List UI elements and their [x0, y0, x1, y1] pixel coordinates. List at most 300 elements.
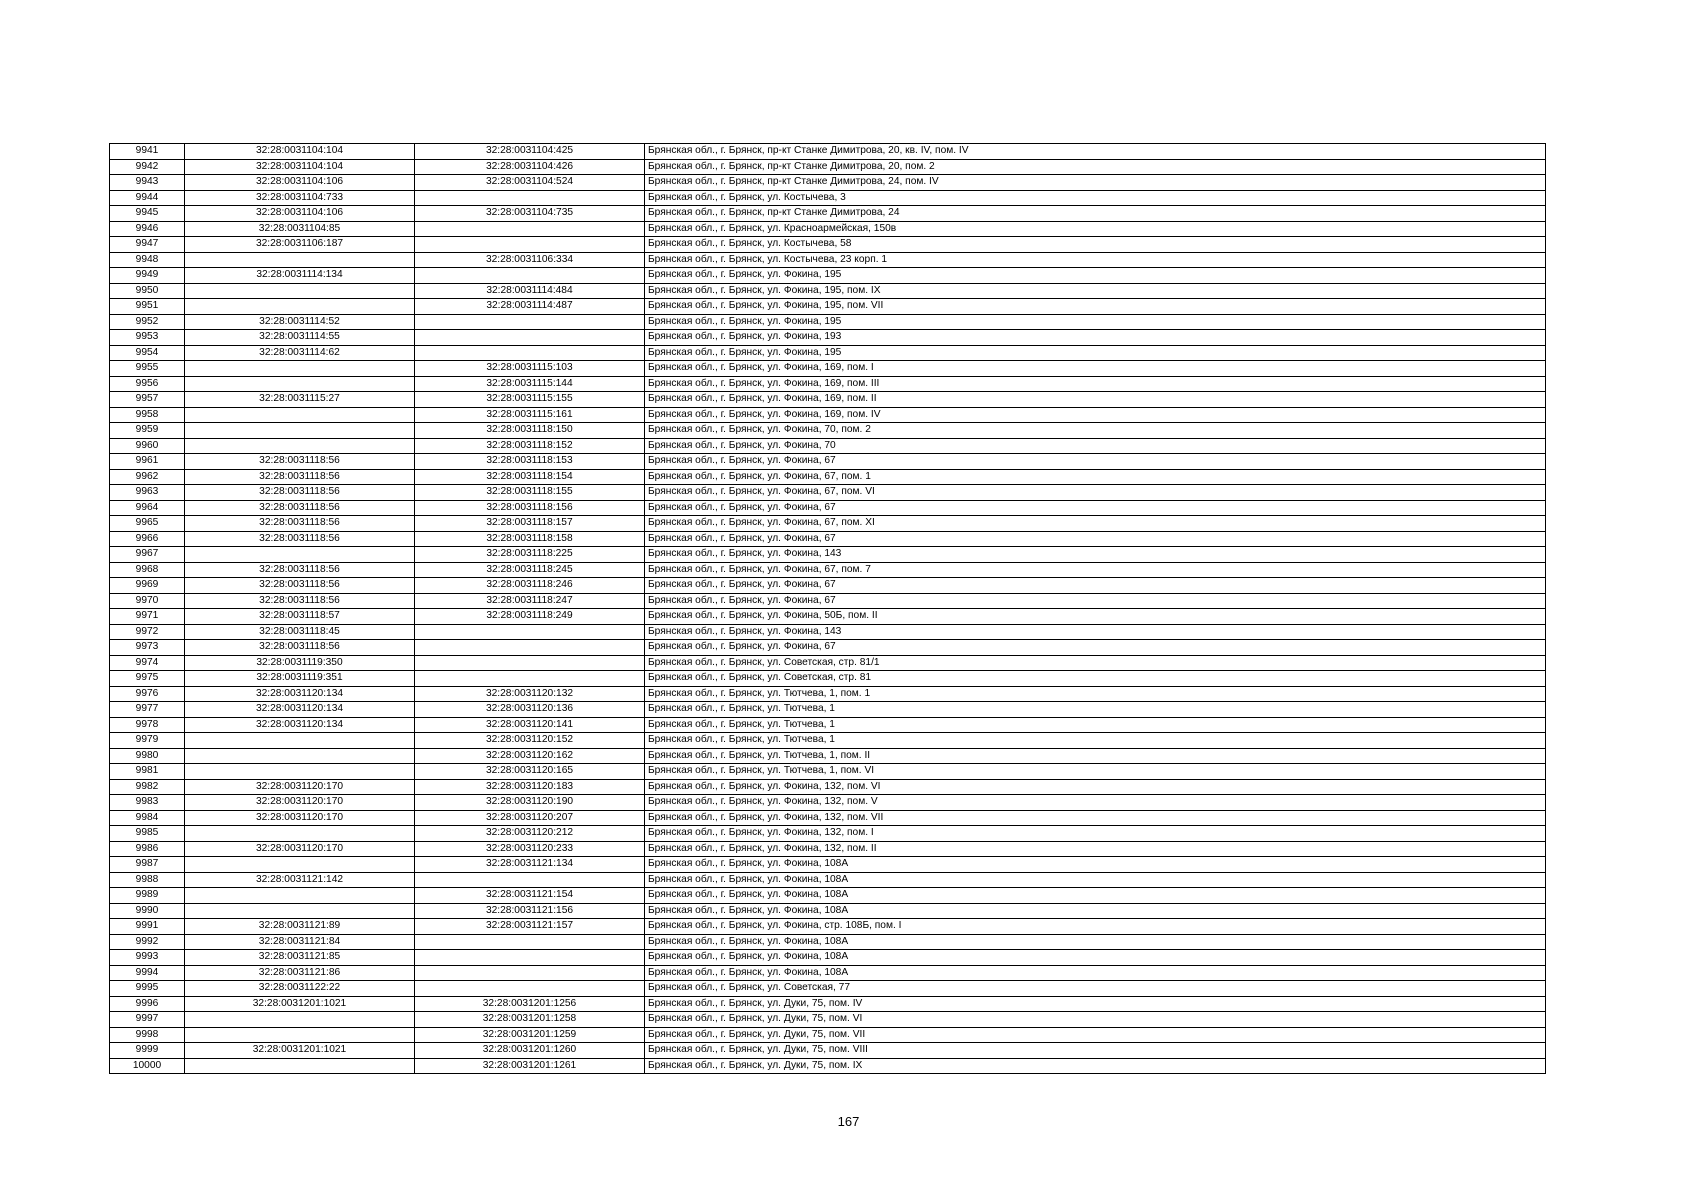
- table-row: [110, 981, 1546, 997]
- address-cell: Брянская обл., г. Брянск, ул. Советская, стр. 81/1: [645, 655, 1546, 671]
- land-cadastral-number-cell: 32:28:0031114:52: [185, 314, 415, 330]
- object-cadastral-number-cell: 32:28:0031118:158: [415, 531, 645, 547]
- table-row: [110, 996, 1546, 1012]
- table-row: [110, 733, 1546, 749]
- row-number-cell: 9990: [110, 903, 185, 919]
- address-cell: Брянская обл., г. Брянск, ул. Фокина, 70: [645, 438, 1546, 454]
- table-row: [110, 810, 1546, 826]
- address-cell: Брянская обл., г. Брянск, ул. Фокина, 195: [645, 268, 1546, 284]
- land-cadastral-number-cell: 32:28:0031118:56: [185, 469, 415, 485]
- address-cell: Брянская обл., г. Брянск, ул. Фокина, 132, пом. VII: [645, 810, 1546, 826]
- land-cadastral-number-cell: [185, 361, 415, 377]
- table-row: [110, 237, 1546, 253]
- object-cadastral-number-cell: 32:28:0031118:154: [415, 469, 645, 485]
- table-row: [110, 1027, 1546, 1043]
- row-number-cell: 9981: [110, 764, 185, 780]
- land-cadastral-number-cell: [185, 764, 415, 780]
- object-cadastral-number-cell: 32:28:0031118:245: [415, 562, 645, 578]
- row-number-cell: 9961: [110, 454, 185, 470]
- land-cadastral-number-cell: 32:28:0031104:733: [185, 190, 415, 206]
- table-row: [110, 655, 1546, 671]
- table-row: [110, 748, 1546, 764]
- row-number-cell: 9941: [110, 144, 185, 160]
- row-number-cell: 9954: [110, 345, 185, 361]
- object-cadastral-number-cell: 32:28:0031120:233: [415, 841, 645, 857]
- row-number-cell: 9959: [110, 423, 185, 439]
- address-cell: Брянская обл., г. Брянск, ул. Тютчева, 1, пом. VI: [645, 764, 1546, 780]
- address-cell: Брянская обл., г. Брянск, ул. Советская, 77: [645, 981, 1546, 997]
- land-cadastral-number-cell: [185, 376, 415, 392]
- land-cadastral-number-cell: 32:28:0031201:1021: [185, 996, 415, 1012]
- row-number-cell: 9979: [110, 733, 185, 749]
- address-cell: Брянская обл., г. Брянск, ул. Фокина, 108А: [645, 857, 1546, 873]
- address-cell: Брянская обл., г. Брянск, ул. Фокина, 169, пом. II: [645, 392, 1546, 408]
- row-number-cell: 9955: [110, 361, 185, 377]
- table-row: [110, 469, 1546, 485]
- address-cell: Брянская обл., г. Брянск, пр-кт Станке Димитрова, 24: [645, 206, 1546, 222]
- table-row: [110, 1058, 1546, 1074]
- land-cadastral-number-cell: 32:28:0031121:85: [185, 950, 415, 966]
- land-cadastral-number-cell: 32:28:0031120:134: [185, 702, 415, 718]
- row-number-cell: 9992: [110, 934, 185, 950]
- address-cell: Брянская обл., г. Брянск, ул. Фокина, 132, пом. II: [645, 841, 1546, 857]
- row-number-cell: 9963: [110, 485, 185, 501]
- table-row: [110, 423, 1546, 439]
- row-number-cell: 9968: [110, 562, 185, 578]
- address-cell: Брянская обл., г. Брянск, ул. Фокина, стр. 108Б, пом. I: [645, 919, 1546, 935]
- object-cadastral-number-cell: 32:28:0031114:487: [415, 299, 645, 315]
- row-number-cell: 9995: [110, 981, 185, 997]
- address-cell: Брянская обл., г. Брянск, ул. Фокина, 108А: [645, 950, 1546, 966]
- table-row: [110, 190, 1546, 206]
- object-cadastral-number-cell: 32:28:0031104:426: [415, 159, 645, 175]
- table-row: [110, 330, 1546, 346]
- land-cadastral-number-cell: 32:28:0031104:85: [185, 221, 415, 237]
- object-cadastral-number-cell: 32:28:0031120:190: [415, 795, 645, 811]
- row-number-cell: 9953: [110, 330, 185, 346]
- table-row: [110, 159, 1546, 175]
- row-number-cell: 9960: [110, 438, 185, 454]
- land-cadastral-number-cell: 32:28:0031118:56: [185, 485, 415, 501]
- address-cell: Брянская обл., г. Брянск, ул. Фокина, 67, пом. VI: [645, 485, 1546, 501]
- object-cadastral-number-cell: 32:28:0031121:154: [415, 888, 645, 904]
- table-row: [110, 950, 1546, 966]
- object-cadastral-number-cell: 32:28:0031120:207: [415, 810, 645, 826]
- land-cadastral-number-cell: 32:28:0031118:56: [185, 500, 415, 516]
- object-cadastral-number-cell: 32:28:0031115:155: [415, 392, 645, 408]
- object-cadastral-number-cell: 32:28:0031115:144: [415, 376, 645, 392]
- land-cadastral-number-cell: [185, 407, 415, 423]
- land-cadastral-number-cell: [185, 748, 415, 764]
- object-cadastral-number-cell: 32:28:0031120:152: [415, 733, 645, 749]
- row-number-cell: 9987: [110, 857, 185, 873]
- object-cadastral-number-cell: 32:28:0031118:246: [415, 578, 645, 594]
- address-cell: Брянская обл., г. Брянск, ул. Фокина, 108А: [645, 903, 1546, 919]
- land-cadastral-number-cell: [185, 252, 415, 268]
- table-row: [110, 454, 1546, 470]
- address-cell: Брянская обл., г. Брянск, ул. Фокина, 132, пом. VI: [645, 779, 1546, 795]
- address-cell: Брянская обл., г. Брянск, ул. Дуки, 75, пом. IX: [645, 1058, 1546, 1074]
- object-cadastral-number-cell: 32:28:0031104:524: [415, 175, 645, 191]
- table-row: [110, 1012, 1546, 1028]
- object-cadastral-number-cell: 32:28:0031120:162: [415, 748, 645, 764]
- address-cell: Брянская обл., г. Брянск, ул. Костычева, 58: [645, 237, 1546, 253]
- table-row: [110, 144, 1546, 160]
- object-cadastral-number-cell: 32:28:0031115:103: [415, 361, 645, 377]
- row-number-cell: 9993: [110, 950, 185, 966]
- address-cell: Брянская обл., г. Брянск, ул. Тютчева, 1, пом. II: [645, 748, 1546, 764]
- address-cell: Брянская обл., г. Брянск, ул. Дуки, 75, пом. VII: [645, 1027, 1546, 1043]
- object-cadastral-number-cell: [415, 314, 645, 330]
- table-row: [110, 516, 1546, 532]
- table-row: [110, 919, 1546, 935]
- address-cell: Брянская обл., г. Брянск, ул. Фокина, 67, пом. 7: [645, 562, 1546, 578]
- table-row: [110, 640, 1546, 656]
- row-number-cell: 9984: [110, 810, 185, 826]
- row-number-cell: 9973: [110, 640, 185, 656]
- address-cell: Брянская обл., г. Брянск, ул. Фокина, 67, пом. XI: [645, 516, 1546, 532]
- address-cell: Брянская обл., г. Брянск, ул. Фокина, 132, пом. I: [645, 826, 1546, 842]
- land-cadastral-number-cell: [185, 299, 415, 315]
- object-cadastral-number-cell: 32:28:0031118:156: [415, 500, 645, 516]
- object-cadastral-number-cell: 32:28:0031106:334: [415, 252, 645, 268]
- address-cell: Брянская обл., г. Брянск, ул. Фокина, 50Б, пом. II: [645, 609, 1546, 625]
- row-number-cell: 9994: [110, 965, 185, 981]
- object-cadastral-number-cell: [415, 872, 645, 888]
- object-cadastral-number-cell: 32:28:0031118:150: [415, 423, 645, 439]
- address-cell: Брянская обл., г. Брянск, ул. Фокина, 169, пом. III: [645, 376, 1546, 392]
- address-cell: Брянская обл., г. Брянск, ул. Фокина, 67, пом. 1: [645, 469, 1546, 485]
- object-cadastral-number-cell: 32:28:0031120:212: [415, 826, 645, 842]
- land-cadastral-number-cell: [185, 438, 415, 454]
- object-cadastral-number-cell: 32:28:0031114:484: [415, 283, 645, 299]
- address-cell: Брянская обл., г. Брянск, ул. Фокина, 195: [645, 314, 1546, 330]
- address-cell: Брянская обл., г. Брянск, пр-кт Станке Димитрова, 24, пом. IV: [645, 175, 1546, 191]
- land-cadastral-number-cell: [185, 733, 415, 749]
- row-number-cell: 9989: [110, 888, 185, 904]
- object-cadastral-number-cell: [415, 237, 645, 253]
- object-cadastral-number-cell: 32:28:0031120:136: [415, 702, 645, 718]
- address-cell: Брянская обл., г. Брянск, ул. Фокина, 195: [645, 345, 1546, 361]
- address-cell: Брянская обл., г. Брянск, ул. Фокина, 169, пом. I: [645, 361, 1546, 377]
- address-cell: Брянская обл., г. Брянск, ул. Фокина, 67: [645, 500, 1546, 516]
- table-row: [110, 934, 1546, 950]
- object-cadastral-number-cell: 32:28:0031115:161: [415, 407, 645, 423]
- land-cadastral-number-cell: 32:28:0031121:89: [185, 919, 415, 935]
- row-number-cell: 9951: [110, 299, 185, 315]
- address-cell: Брянская обл., г. Брянск, пр-кт Станке Димитрова, 20, кв. IV, пом. IV: [645, 144, 1546, 160]
- address-cell: Брянская обл., г. Брянск, ул. Фокина, 195, пом. VII: [645, 299, 1546, 315]
- object-cadastral-number-cell: 32:28:0031118:225: [415, 547, 645, 563]
- land-cadastral-number-cell: 32:28:0031118:56: [185, 531, 415, 547]
- address-cell: Брянская обл., г. Брянск, ул. Фокина, 108А: [645, 888, 1546, 904]
- land-cadastral-number-cell: 32:28:0031118:45: [185, 624, 415, 640]
- object-cadastral-number-cell: [415, 624, 645, 640]
- land-cadastral-number-cell: [185, 423, 415, 439]
- object-cadastral-number-cell: [415, 934, 645, 950]
- object-cadastral-number-cell: 32:28:0031118:247: [415, 593, 645, 609]
- land-cadastral-number-cell: 32:28:0031201:1021: [185, 1043, 415, 1059]
- table-row: [110, 857, 1546, 873]
- table-row: [110, 965, 1546, 981]
- address-cell: Брянская обл., г. Брянск, ул. Фокина, 108А: [645, 934, 1546, 950]
- row-number-cell: 9970: [110, 593, 185, 609]
- object-cadastral-number-cell: 32:28:0031118:155: [415, 485, 645, 501]
- land-cadastral-number-cell: 32:28:0031120:170: [185, 779, 415, 795]
- page-number: 167: [837, 1114, 860, 1129]
- table-row: [110, 826, 1546, 842]
- table-row: [110, 438, 1546, 454]
- table-row: [110, 485, 1546, 501]
- land-cadastral-number-cell: 32:28:0031118:56: [185, 640, 415, 656]
- table-row: [110, 903, 1546, 919]
- address-cell: Брянская обл., г. Брянск, ул. Фокина, 193: [645, 330, 1546, 346]
- land-cadastral-number-cell: [185, 1027, 415, 1043]
- row-number-cell: 9998: [110, 1027, 185, 1043]
- object-cadastral-number-cell: 32:28:0031121:156: [415, 903, 645, 919]
- table-row: [110, 299, 1546, 315]
- address-cell: Брянская обл., г. Брянск, ул. Фокина, 67: [645, 640, 1546, 656]
- address-cell: Брянская обл., г. Брянск, ул. Фокина, 143: [645, 547, 1546, 563]
- row-number-cell: 9971: [110, 609, 185, 625]
- object-cadastral-number-cell: 32:28:0031120:132: [415, 686, 645, 702]
- land-cadastral-number-cell: 32:28:0031118:56: [185, 454, 415, 470]
- row-number-cell: 9996: [110, 996, 185, 1012]
- row-number-cell: 9980: [110, 748, 185, 764]
- table-row: [110, 500, 1546, 516]
- object-cadastral-number-cell: 32:28:0031104:735: [415, 206, 645, 222]
- object-cadastral-number-cell: 32:28:0031118:157: [415, 516, 645, 532]
- table-row: [110, 562, 1546, 578]
- table-row: [110, 841, 1546, 857]
- row-number-cell: 9956: [110, 376, 185, 392]
- land-cadastral-number-cell: 32:28:0031120:170: [185, 841, 415, 857]
- table-row: [110, 531, 1546, 547]
- table-row: [110, 702, 1546, 718]
- row-number-cell: 9966: [110, 531, 185, 547]
- land-cadastral-number-cell: [185, 1012, 415, 1028]
- table-row: [110, 206, 1546, 222]
- row-number-cell: 9962: [110, 469, 185, 485]
- object-cadastral-number-cell: [415, 655, 645, 671]
- land-cadastral-number-cell: 32:28:0031118:57: [185, 609, 415, 625]
- land-cadastral-number-cell: 32:28:0031122:22: [185, 981, 415, 997]
- address-cell: Брянская обл., г. Брянск, ул. Костычева, 3: [645, 190, 1546, 206]
- object-cadastral-number-cell: 32:28:0031120:165: [415, 764, 645, 780]
- land-cadastral-number-cell: [185, 1058, 415, 1074]
- row-number-cell: 9976: [110, 686, 185, 702]
- row-number-cell: 9949: [110, 268, 185, 284]
- object-cadastral-number-cell: 32:28:0031201:1258: [415, 1012, 645, 1028]
- address-cell: Брянская обл., г. Брянск, ул. Тютчева, 1: [645, 733, 1546, 749]
- land-cadastral-number-cell: 32:28:0031104:104: [185, 159, 415, 175]
- object-cadastral-number-cell: [415, 268, 645, 284]
- object-cadastral-number-cell: [415, 950, 645, 966]
- land-cadastral-number-cell: 32:28:0031118:56: [185, 516, 415, 532]
- object-cadastral-number-cell: 32:28:0031201:1261: [415, 1058, 645, 1074]
- row-number-cell: 9982: [110, 779, 185, 795]
- table-row: [110, 345, 1546, 361]
- object-cadastral-number-cell: [415, 190, 645, 206]
- table-row: [110, 671, 1546, 687]
- row-number-cell: 9988: [110, 872, 185, 888]
- table-row: [110, 624, 1546, 640]
- row-number-cell: 9947: [110, 237, 185, 253]
- address-cell: Брянская обл., г. Брянск, ул. Советская, стр. 81: [645, 671, 1546, 687]
- table-row: [110, 361, 1546, 377]
- row-number-cell: 9945: [110, 206, 185, 222]
- land-cadastral-number-cell: [185, 826, 415, 842]
- land-cadastral-number-cell: 32:28:0031118:56: [185, 593, 415, 609]
- object-cadastral-number-cell: 32:28:0031121:157: [415, 919, 645, 935]
- object-cadastral-number-cell: [415, 221, 645, 237]
- object-cadastral-number-cell: [415, 981, 645, 997]
- object-cadastral-number-cell: 32:28:0031201:1260: [415, 1043, 645, 1059]
- row-number-cell: 9950: [110, 283, 185, 299]
- land-cadastral-number-cell: 32:28:0031118:56: [185, 562, 415, 578]
- address-cell: Брянская обл., г. Брянск, ул. Фокина, 143: [645, 624, 1546, 640]
- row-number-cell: 9948: [110, 252, 185, 268]
- row-number-cell: 9977: [110, 702, 185, 718]
- object-cadastral-number-cell: [415, 671, 645, 687]
- address-cell: Брянская обл., г. Брянск, ул. Фокина, 67: [645, 578, 1546, 594]
- address-cell: Брянская обл., г. Брянск, ул. Тютчева, 1: [645, 717, 1546, 733]
- object-cadastral-number-cell: 32:28:0031120:183: [415, 779, 645, 795]
- address-cell: Брянская обл., г. Брянск, ул. Костычева, 23 корп. 1: [645, 252, 1546, 268]
- object-cadastral-number-cell: 32:28:0031104:425: [415, 144, 645, 160]
- data-table: [109, 143, 1546, 1074]
- object-cadastral-number-cell: 32:28:0031118:153: [415, 454, 645, 470]
- object-cadastral-number-cell: 32:28:0031118:249: [415, 609, 645, 625]
- object-cadastral-number-cell: [415, 330, 645, 346]
- address-cell: Брянская обл., г. Брянск, ул. Фокина, 169, пом. IV: [645, 407, 1546, 423]
- table-row: [110, 609, 1546, 625]
- table-row: [110, 593, 1546, 609]
- table-row: [110, 686, 1546, 702]
- table-row: [110, 268, 1546, 284]
- land-cadastral-number-cell: 32:28:0031120:170: [185, 810, 415, 826]
- land-cadastral-number-cell: [185, 888, 415, 904]
- row-number-cell: 9999: [110, 1043, 185, 1059]
- address-cell: Брянская обл., г. Брянск, ул. Фокина, 108А: [645, 965, 1546, 981]
- land-cadastral-number-cell: 32:28:0031121:86: [185, 965, 415, 981]
- address-cell: Брянская обл., г. Брянск, ул. Тютчева, 1: [645, 702, 1546, 718]
- table-row: [110, 547, 1546, 563]
- row-number-cell: 9985: [110, 826, 185, 842]
- land-cadastral-number-cell: 32:28:0031120:170: [185, 795, 415, 811]
- table-row: [110, 175, 1546, 191]
- object-cadastral-number-cell: [415, 345, 645, 361]
- row-number-cell: 9978: [110, 717, 185, 733]
- row-number-cell: 9974: [110, 655, 185, 671]
- table-row: [110, 221, 1546, 237]
- row-number-cell: 9964: [110, 500, 185, 516]
- row-number-cell: 9943: [110, 175, 185, 191]
- land-cadastral-number-cell: 32:28:0031119:350: [185, 655, 415, 671]
- land-cadastral-number-cell: 32:28:0031121:142: [185, 872, 415, 888]
- land-cadastral-number-cell: 32:28:0031114:134: [185, 268, 415, 284]
- table-row: [110, 1043, 1546, 1059]
- address-cell: Брянская обл., г. Брянск, ул. Красноармейская, 150в: [645, 221, 1546, 237]
- land-cadastral-number-cell: 32:28:0031104:106: [185, 175, 415, 191]
- table-row: [110, 376, 1546, 392]
- object-cadastral-number-cell: 32:28:0031201:1259: [415, 1027, 645, 1043]
- row-number-cell: 9957: [110, 392, 185, 408]
- land-cadastral-number-cell: 32:28:0031104:104: [185, 144, 415, 160]
- land-cadastral-number-cell: 32:28:0031118:56: [185, 578, 415, 594]
- row-number-cell: 9975: [110, 671, 185, 687]
- land-cadastral-number-cell: 32:28:0031104:106: [185, 206, 415, 222]
- row-number-cell: 9983: [110, 795, 185, 811]
- row-number-cell: 9997: [110, 1012, 185, 1028]
- land-cadastral-number-cell: 32:28:0031119:351: [185, 671, 415, 687]
- row-number-cell: 9952: [110, 314, 185, 330]
- table-row: [110, 314, 1546, 330]
- address-cell: Брянская обл., г. Брянск, ул. Тютчева, 1, пом. 1: [645, 686, 1546, 702]
- row-number-cell: 9969: [110, 578, 185, 594]
- address-cell: Брянская обл., г. Брянск, ул. Фокина, 108А: [645, 872, 1546, 888]
- address-cell: Брянская обл., г. Брянск, пр-кт Станке Димитрова, 20, пом. 2: [645, 159, 1546, 175]
- row-number-cell: 9944: [110, 190, 185, 206]
- row-number-cell: 9967: [110, 547, 185, 563]
- row-number-cell: 10000: [110, 1058, 185, 1074]
- row-number-cell: 9986: [110, 841, 185, 857]
- row-number-cell: 9991: [110, 919, 185, 935]
- address-cell: Брянская обл., г. Брянск, ул. Дуки, 75, пом. VIII: [645, 1043, 1546, 1059]
- land-cadastral-number-cell: 32:28:0031114:55: [185, 330, 415, 346]
- row-number-cell: 9972: [110, 624, 185, 640]
- table-body: [110, 144, 1546, 1074]
- row-number-cell: 9946: [110, 221, 185, 237]
- object-cadastral-number-cell: 32:28:0031121:134: [415, 857, 645, 873]
- address-cell: Брянская обл., г. Брянск, ул. Фокина, 67: [645, 531, 1546, 547]
- object-cadastral-number-cell: 32:28:0031201:1256: [415, 996, 645, 1012]
- address-cell: Брянская обл., г. Брянск, ул. Дуки, 75, пом. VI: [645, 1012, 1546, 1028]
- row-number-cell: 9942: [110, 159, 185, 175]
- table-row: [110, 392, 1546, 408]
- address-cell: Брянская обл., г. Брянск, ул. Фокина, 195, пом. IX: [645, 283, 1546, 299]
- land-cadastral-number-cell: 32:28:0031106:187: [185, 237, 415, 253]
- land-cadastral-number-cell: 32:28:0031120:134: [185, 686, 415, 702]
- table-row: [110, 888, 1546, 904]
- land-cadastral-number-cell: [185, 903, 415, 919]
- land-cadastral-number-cell: 32:28:0031114:62: [185, 345, 415, 361]
- address-cell: Брянская обл., г. Брянск, ул. Фокина, 132, пом. V: [645, 795, 1546, 811]
- land-cadastral-number-cell: [185, 547, 415, 563]
- table-row: [110, 764, 1546, 780]
- address-cell: Брянская обл., г. Брянск, ул. Дуки, 75, пом. IV: [645, 996, 1546, 1012]
- object-cadastral-number-cell: 32:28:0031118:152: [415, 438, 645, 454]
- land-cadastral-number-cell: 32:28:0031115:27: [185, 392, 415, 408]
- table-row: [110, 717, 1546, 733]
- address-cell: Брянская обл., г. Брянск, ул. Фокина, 67: [645, 454, 1546, 470]
- object-cadastral-number-cell: 32:28:0031120:141: [415, 717, 645, 733]
- object-cadastral-number-cell: [415, 965, 645, 981]
- table-row: [110, 283, 1546, 299]
- land-cadastral-number-cell: 32:28:0031121:84: [185, 934, 415, 950]
- land-cadastral-number-cell: 32:28:0031120:134: [185, 717, 415, 733]
- table-row: [110, 578, 1546, 594]
- address-cell: Брянская обл., г. Брянск, ул. Фокина, 70, пом. 2: [645, 423, 1546, 439]
- table-row: [110, 872, 1546, 888]
- land-cadastral-number-cell: [185, 283, 415, 299]
- object-cadastral-number-cell: [415, 640, 645, 656]
- table-row: [110, 407, 1546, 423]
- table-row: [110, 795, 1546, 811]
- table-row: [110, 252, 1546, 268]
- row-number-cell: 9965: [110, 516, 185, 532]
- land-cadastral-number-cell: [185, 857, 415, 873]
